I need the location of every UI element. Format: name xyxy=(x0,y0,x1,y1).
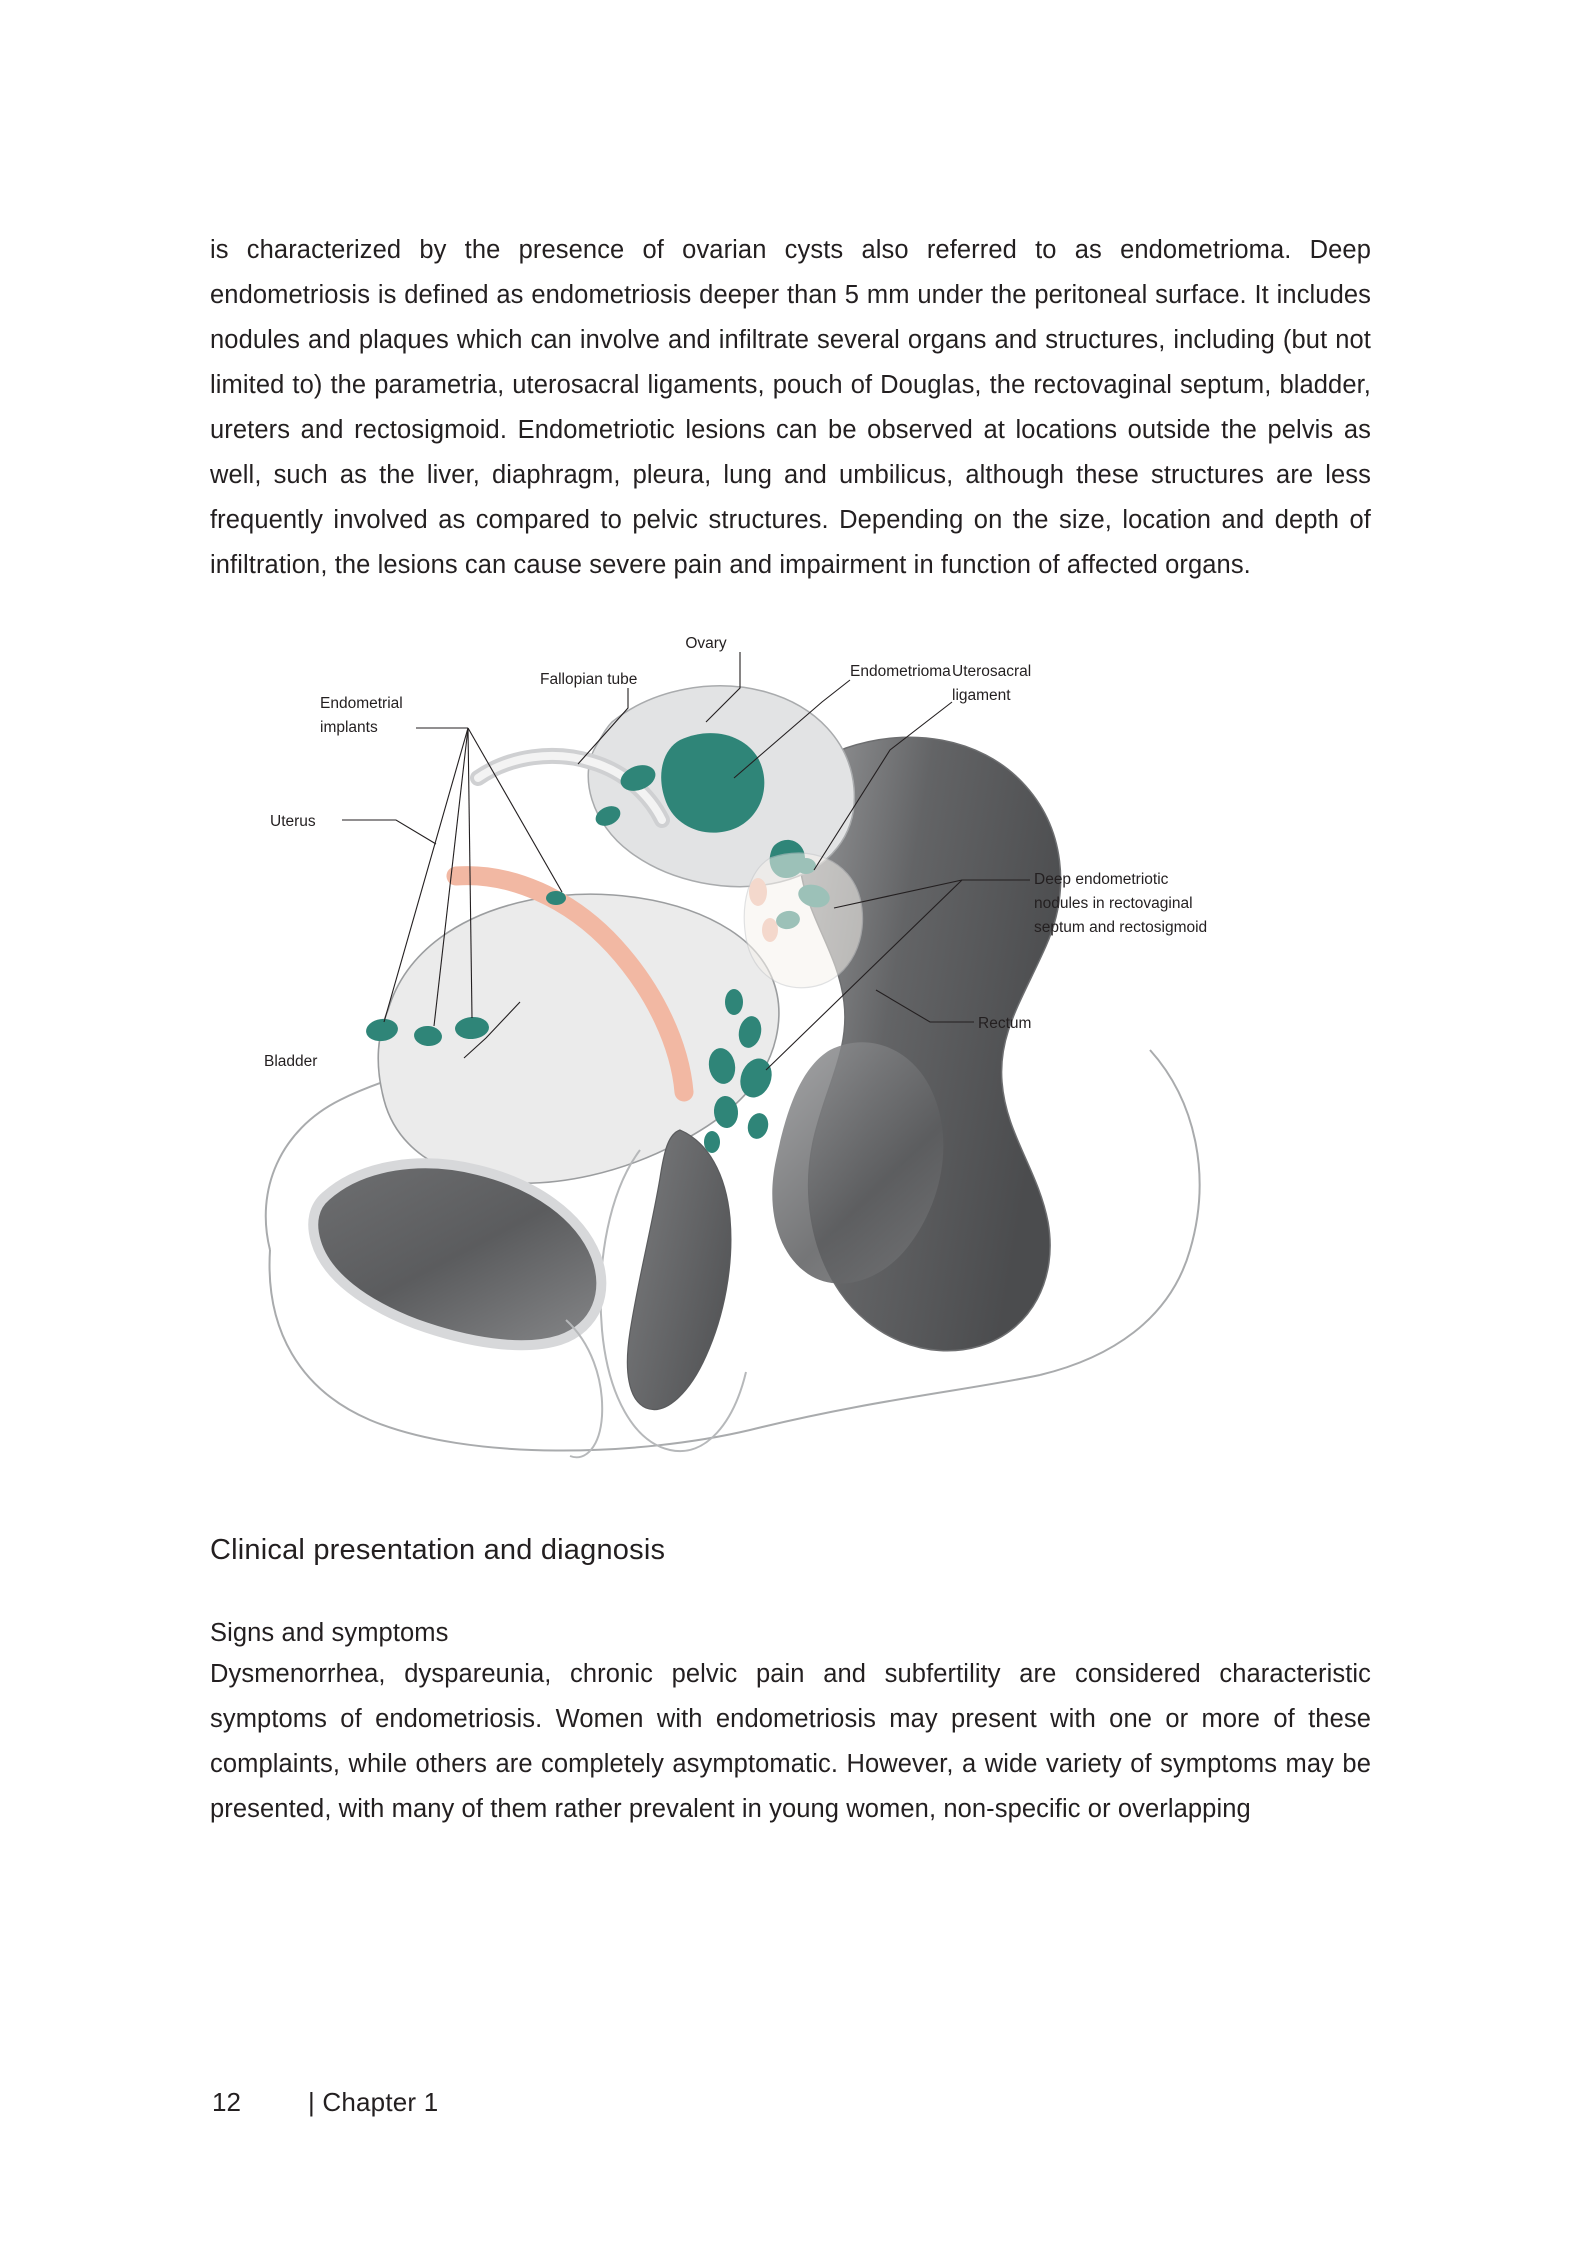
label-deep-nodules-line3: septum and rectosigmoid xyxy=(1034,919,1208,936)
page-footer xyxy=(212,2087,438,2118)
label-endometrial-implants-line1: Endometrial xyxy=(320,695,403,712)
label-deep-nodules-line2: nodules in rectovaginal xyxy=(1034,895,1193,912)
label-endometrioma: Endometrioma xyxy=(850,663,951,680)
label-uterosacral-ligament-line1: Uterosacral xyxy=(952,663,1032,680)
body-paragraph-2: Dysmenorrhea, dyspareunia, chronic pelvic pain and subfertility are considered characteristic symptoms of endometriosis. Women with endometriosis may present with one or more of these complaints, while others are completely asymptomatic. However, a wide variety of symptoms may be presented, with many of them rather prevalent in young women, non-specific or overlapping xyxy=(210,1660,1371,1823)
label-fallopian-tube: Fallopian tube xyxy=(540,671,638,688)
label-uterus: Uterus xyxy=(270,813,316,830)
sub-heading: Signs and symptoms xyxy=(210,1619,449,1647)
label-deep-nodules-line1: Deep endometriotic xyxy=(1034,871,1169,888)
label-endometrial-implants-line2: implants xyxy=(320,719,378,736)
label-bladder: Bladder xyxy=(264,1053,318,1070)
label-uterosacral-ligament-line2: ligament xyxy=(952,687,1011,704)
label-ovary: Ovary xyxy=(685,635,727,652)
label-rectum: Rectum xyxy=(978,1015,1032,1032)
anatomy-illustration xyxy=(266,686,1200,1457)
page-number: 12 xyxy=(212,2087,241,2117)
section-heading: Clinical presentation and diagnosis xyxy=(210,1534,666,1566)
page-content xyxy=(210,228,1371,1832)
endometrioma-lesion xyxy=(661,733,764,833)
chapter-label: | Chapter 1 xyxy=(308,2087,439,2117)
body-paragraph-1: is characterized by the presence of ovarian cysts also referred to as endometrioma. Deep endometriosis is defined as endometriosis deeper than 5 mm under the peritoneal surface. It includes nodules and plaques which can involve and infiltrate several organs and structures, including (but not limited to) the parametria, uterosacral ligaments, pouch of Douglas, the rectovaginal septum, bladder, ureters and rectosigmoid. Endometriotic lesions can be observed at locations outside the pelvis as well, such as the liver, diaphragm, pleura, lung and umbilicus, although these structures are less frequently involved as compared to pelvic structures. Depending on the size, location and depth of infiltration, the lesions can cause severe pain and impairment in function of affected organs. xyxy=(210,236,1371,579)
anatomy-figure xyxy=(210,630,1371,1460)
